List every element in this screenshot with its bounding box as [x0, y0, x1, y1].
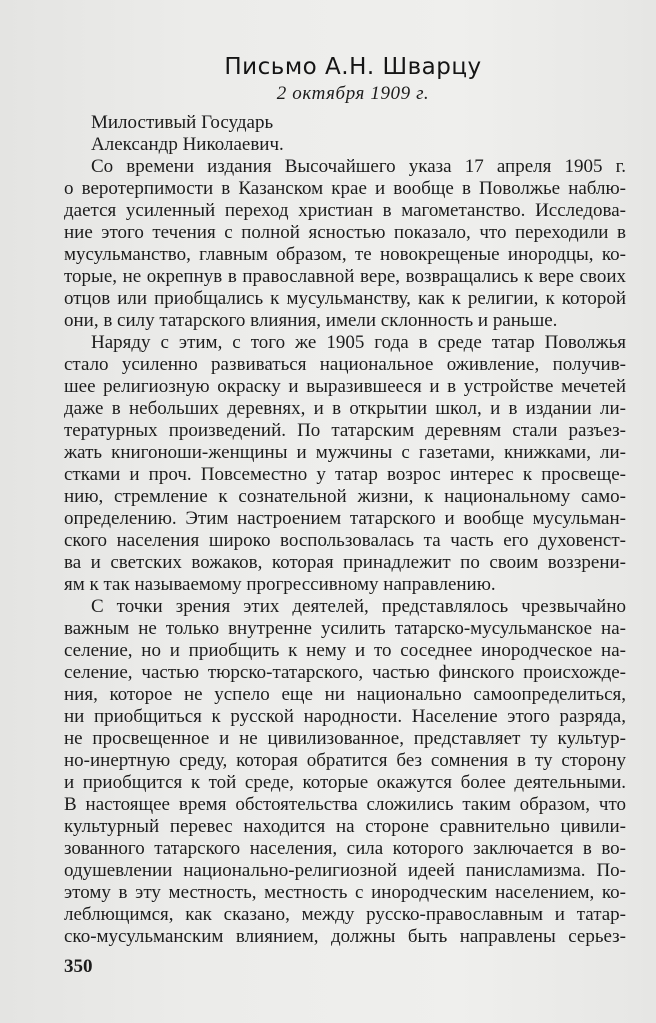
text-line: но-инертную среду, которая обратится без сомнения в ту сторону: [64, 750, 626, 771]
text-line: нию, стремление к сознательной жизни, к национальному само-: [64, 486, 626, 507]
text-line: стало усиленно развиваться национальное оживление, получив-: [64, 354, 626, 375]
text-line: селение, но и приобщить к нему и то соседнее инородческое на-: [64, 640, 626, 661]
text-line: шее религиозную окраску и выразившееся и в устройстве мечетей: [64, 376, 626, 397]
text-line: мусульманство, главным образом, те новокрещеные инородцы, ко-: [64, 244, 626, 265]
text-line: важным не только внутренне усилить татарско-мусульманское на-: [64, 618, 626, 639]
text-line: В настоящее время обстоятельства сложились таким образом, что: [64, 794, 626, 815]
text-line: культурный перевес находится на стороне сравнительно цивили-: [64, 816, 626, 837]
text-line: леблющимся, как сказано, между русско-православным и татар-: [64, 904, 626, 925]
text-line: Со времени издания Высочайшего указа 17 апреля 1905 г.: [91, 156, 626, 177]
text-line: одушевлении национально-религиозной идеей панисламизма. По-: [64, 860, 626, 881]
text-line: Наряду с этим, с того же 1905 года в среде татар Поволжья: [91, 332, 626, 353]
paragraph: [64, 596, 626, 948]
text-line: ско-мусульманским влиянием, должны быть направлены серьез-: [64, 926, 626, 947]
text-line: даже в небольших деревнях, и в открытии школ, и в издании ли-: [64, 398, 626, 419]
letter-title: Письмо А.Н. Шварцу: [224, 54, 482, 80]
paragraph: [64, 332, 626, 596]
text-line: ния, которое не успело еще ни национально самоопределиться,: [64, 684, 626, 705]
text-line: не просвещенное и не цивилизованное, представляет ту культур-: [64, 728, 626, 749]
letter-body: [64, 112, 626, 948]
text-line: торые, не окрепнув в православной вере, возвращались к вере своих: [64, 266, 626, 287]
text-line: ского населения широко воспользовалась та часть его духовенст-: [64, 530, 626, 551]
text-line: этому в эту местность, местность с инородческим населением, ко-: [64, 882, 626, 903]
greeting-line: Милостивый Государь: [91, 112, 274, 133]
letter-date: 2 октября 1909 г.: [276, 83, 430, 104]
text-line: жать книгоноши-женщины и мужчины с газетами, книжками, ли-: [64, 442, 626, 463]
page-number: 350: [64, 956, 93, 977]
text-line: они, в силу татарского влияния, имели склонность и раньше.: [64, 310, 558, 331]
text-line: ва и светских вожаков, которая принадлежит по своим воззрени-: [64, 552, 626, 573]
text-line: о веротерпимости в Казанском крае и вообще в Поволжье наблю-: [64, 178, 626, 199]
text-line: ние этого течения с полной ясностью показало, что переходили в: [64, 222, 626, 243]
text-line: селение, частью тюрско-татарского, частью финского происхожде-: [64, 662, 626, 683]
text-line: и приобщится к той среде, которые окажутся более деятельными.: [64, 772, 626, 793]
paragraph: [64, 156, 626, 332]
text-line: ям к так называемому прогрессивному направлению.: [64, 574, 496, 595]
greeting-line: Александр Николаевич.: [91, 134, 284, 155]
text-line: стками и проч. Повсеместно у татар возрос интерес к просвеще-: [64, 464, 626, 485]
text-line: определению. Этим настроением татарского и вообще мусульман-: [64, 508, 626, 529]
text-line: тературных произведений. По татарским деревням стали разъез-: [64, 420, 626, 441]
text-line: дается усиленный переход христиан в магометанство. Исследова-: [64, 200, 626, 221]
text-line: зованного татарского населения, сила которого заключается в во-: [64, 838, 626, 859]
text-line: ни приобщиться к русской народности. Население этого разряда,: [64, 706, 626, 727]
paragraphs: [64, 156, 626, 948]
text-line: отцов или приобщались к мусульманству, как к религии, к которой: [64, 288, 626, 309]
text-line: С точки зрения этих деятелей, представлялось чрезвычайно: [91, 596, 626, 617]
